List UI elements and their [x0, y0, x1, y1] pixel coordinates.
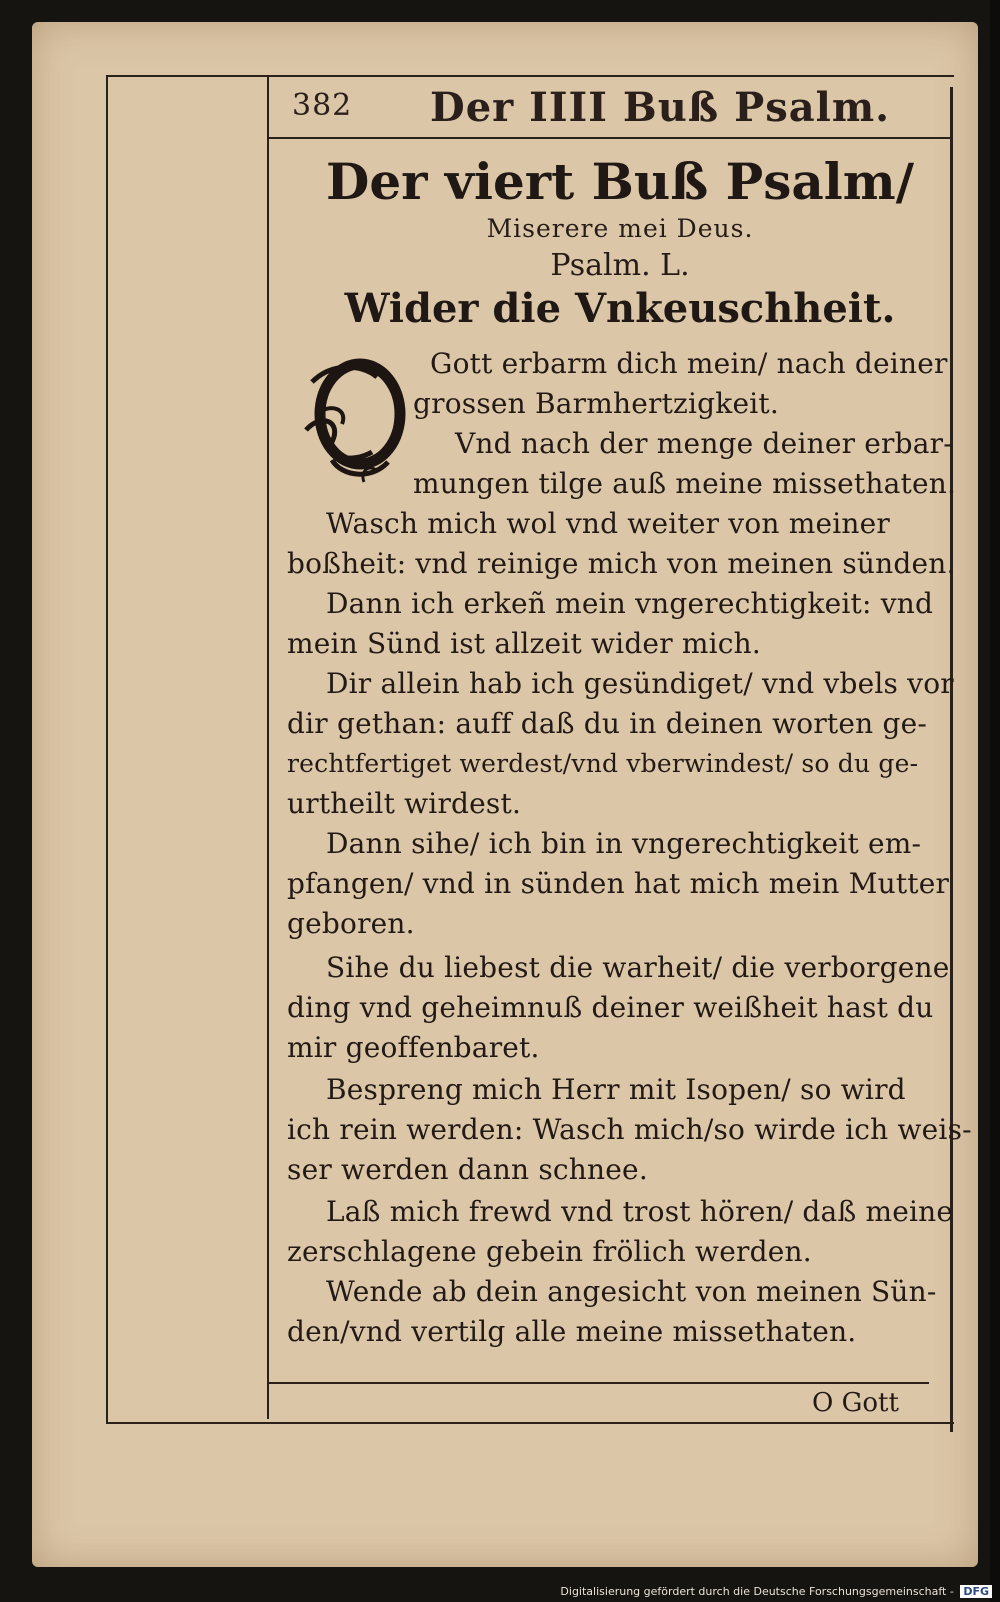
text-line: den/vnd vertilg alle meine missethaten. — [287, 1315, 857, 1348]
digitization-credit — [560, 1585, 992, 1598]
psalm-heading: Wider die Vnkeuschheit. — [344, 285, 896, 332]
text-line: Dann ich erkeñ mein vngerechtigkeit: vnd — [326, 587, 934, 620]
psalm-number: Psalm. L. — [550, 248, 690, 283]
text-line: Bespreng mich Herr mit Isopen/ so wird — [326, 1073, 906, 1106]
footer-rule — [269, 1382, 929, 1384]
margin-rule — [267, 77, 269, 1419]
dfg-logo: DFG — [960, 1585, 992, 1598]
text-line: ser werden dann schnee. — [287, 1153, 648, 1186]
catchword: O Gott — [812, 1388, 899, 1418]
psalm-subtitle: Miserere mei Deus. — [486, 214, 754, 243]
text-line: mir geoffenbaret. — [287, 1031, 540, 1064]
text-line: Vnd nach der menge deiner erbar- — [455, 427, 953, 460]
text-line: Wasch mich wol vnd weiter von meiner — [326, 507, 890, 540]
text-line: zerschlagene gebein frölich werden. — [287, 1235, 812, 1268]
text-line: mein Sünd ist allzeit wider mich. — [287, 627, 762, 660]
text-line: urtheilt wirdest. — [287, 787, 522, 820]
text-line: geboren. — [287, 907, 415, 940]
text-line: Wende ab dein angesicht von meinen Sün- — [326, 1275, 937, 1308]
page-number: 382 — [292, 88, 353, 123]
running-title: Der IIII Buß Psalm. — [430, 84, 891, 131]
text-line: Laß mich frewd vnd trost hören/ daß meine — [326, 1195, 954, 1228]
book-spine-edge — [990, 0, 1000, 1602]
text-line: Dann sihe/ ich bin in vngerechtigkeit em- — [326, 827, 922, 860]
text-line: Gott erbarm dich mein/ nach deiner — [430, 347, 948, 380]
text-line: ich rein werden: Wasch mich/so wirde ich weis- — [287, 1113, 972, 1146]
text-line: Sihe du liebest die warheit/ die verborgene — [326, 951, 950, 984]
text-line: boßheit: vnd reinige mich von meinen sünden. — [287, 547, 956, 580]
text-line: rechtfertiget werdest/vnd vberwindest/ so du ge- — [287, 749, 919, 778]
psalm-title: Der viert Buß Psalm/ — [326, 152, 914, 211]
text-line: dir gethan: auff daß du in deinen worten ge- — [287, 707, 928, 740]
header-rule — [269, 137, 950, 139]
ornamental-initial-o-icon — [302, 352, 412, 492]
text-line: ding vnd geheimnuß deiner weißheit hast du — [287, 991, 934, 1024]
credit-text: Digitalisierung gefördert durch die Deutsche Forschungsgemeinschaft - — [560, 1585, 954, 1598]
text-line: grossen Barmhertzigkeit. — [413, 387, 779, 420]
text-line: Dir allein hab ich gesündiget/ vnd vbels vor — [326, 667, 954, 700]
text-line: pfangen/ vnd in sünden hat mich mein Mutter — [287, 867, 950, 900]
text-line: mungen tilge auß meine missethaten. — [413, 467, 957, 500]
